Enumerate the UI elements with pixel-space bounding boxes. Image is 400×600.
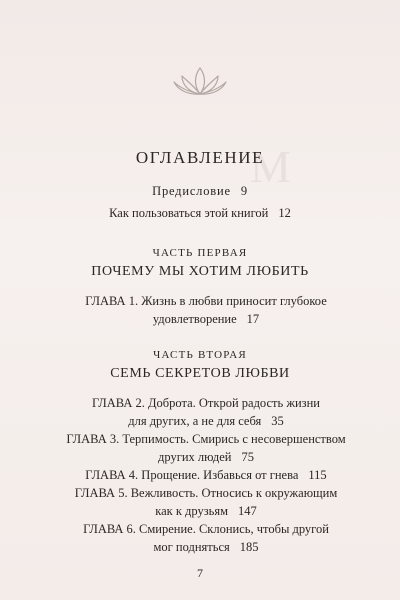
chapter-title-line: ГЛАВА 2. Доброта. Открой радость жизни	[92, 396, 320, 410]
toc-entry-chapter-1[interactable]	[56, 292, 356, 328]
toc-entry-preface[interactable]	[0, 184, 400, 199]
page-number: 185	[239, 540, 259, 554]
page-number: 147	[238, 504, 257, 518]
toc-title: ОГЛАВЛЕНИЕ	[135, 148, 265, 167]
toc-entry-how-to-use[interactable]	[0, 206, 400, 221]
chapter-title-line: для других, а не для себя	[128, 414, 262, 428]
toc-entry-chapter-2[interactable]	[56, 394, 356, 430]
toc-entry-chapter-3[interactable]	[56, 430, 356, 466]
lotus-icon	[172, 64, 228, 98]
part-two-title: СЕМЬ СЕКРЕТОВ ЛЮБВИ	[110, 366, 290, 381]
part-two-label: ЧАСТЬ ВТОРАЯ	[153, 349, 247, 361]
chapter-title-line: мог подняться	[153, 540, 230, 554]
page-number: 12	[278, 206, 291, 220]
toc-entry-chapter-5[interactable]	[56, 484, 356, 520]
chapter-title-line: ГЛАВА 3. Терпимость. Смирись с несовершенством	[66, 432, 346, 446]
page-number: 35	[271, 414, 284, 428]
toc-entry-label: Как пользоваться этой книгой	[109, 206, 269, 220]
page-number: 17	[246, 312, 260, 326]
chapter-title-line: ГЛАВА 6. Смирение. Склонись, чтобы другой	[83, 522, 329, 536]
toc-entry-chapter-4[interactable]	[56, 466, 356, 484]
page-number: 9	[240, 184, 248, 198]
toc-entry-label: Предисловие	[152, 184, 231, 198]
part-one-label: ЧАСТЬ ПЕРВАЯ	[152, 247, 248, 259]
chapter-title-line: ГЛАВА 4. Прощение. Избавься от гнева	[85, 468, 299, 482]
chapter-title-line: как к друзьям	[155, 504, 229, 518]
part-one-title: ПОЧЕМУ МЫ ХОТИМ ЛЮБИТЬ	[91, 264, 309, 279]
page-number: 75	[241, 450, 254, 464]
chapter-title-line: ГЛАВА 1. Жизнь в любви приносит глубокое	[85, 294, 327, 308]
page-number: 115	[308, 468, 327, 482]
toc-entry-chapter-6[interactable]	[56, 520, 356, 556]
chapter-title-line: других людей	[158, 450, 232, 464]
page-folio: 7	[197, 566, 203, 580]
chapter-title-line: удовлетворение	[152, 312, 237, 326]
chapter-title-line: ГЛАВА 5. Вежливость. Относись к окружающим	[74, 486, 338, 500]
bleed-through-mark: M	[250, 141, 291, 192]
